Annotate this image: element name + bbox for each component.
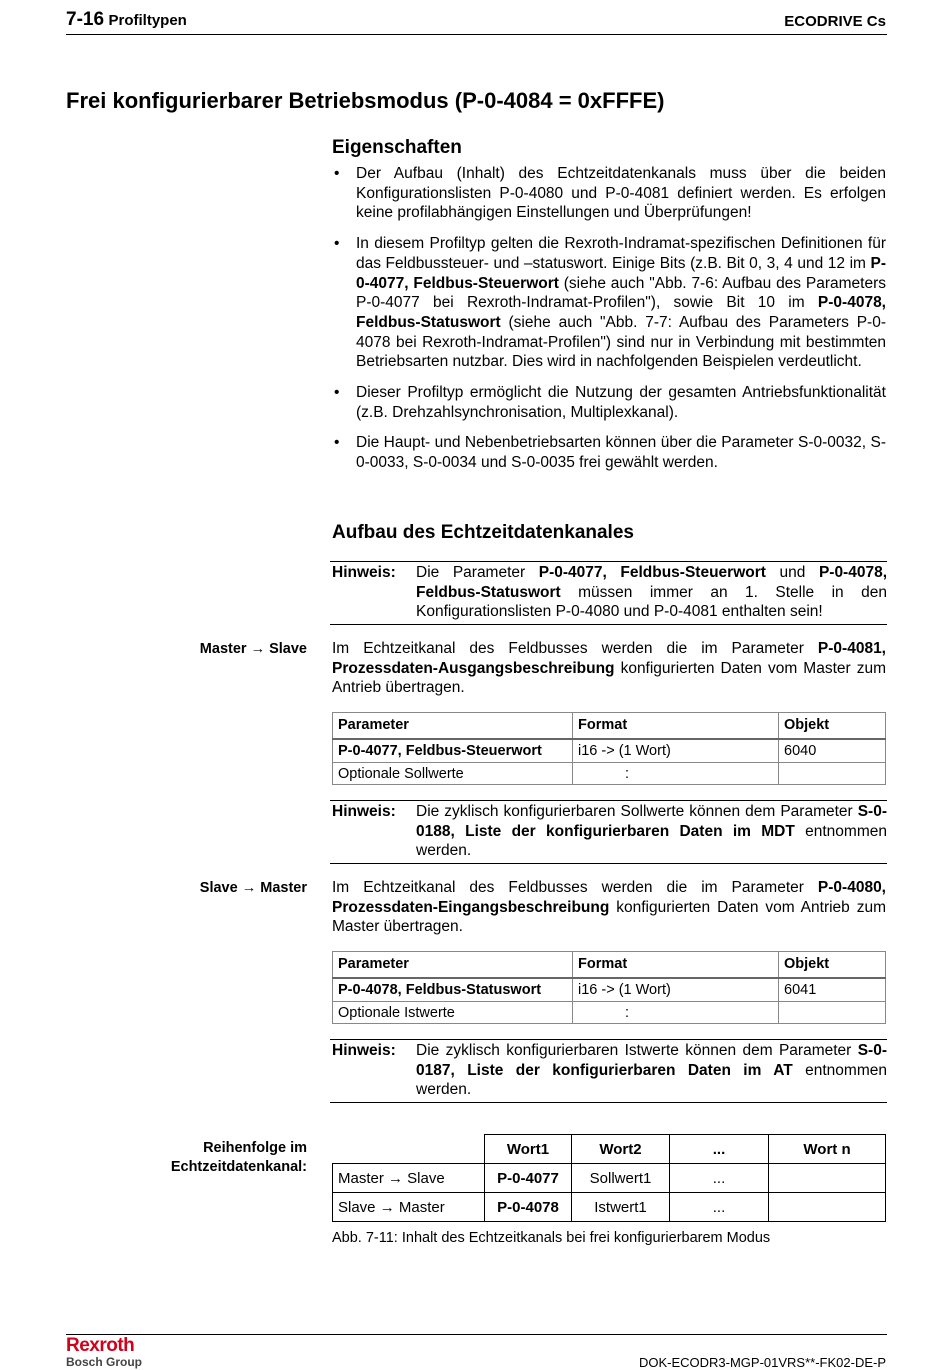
- table-header: Wort1: [485, 1135, 572, 1164]
- table-header: Format: [573, 713, 779, 739]
- table-cell: ...: [670, 1193, 769, 1222]
- header-divider: [66, 34, 887, 35]
- table-cell: 6041: [779, 978, 886, 1002]
- table-cell: Optionale Sollwerte: [333, 763, 573, 785]
- table-header: Format: [573, 952, 779, 978]
- slave-master-text: Im Echtzeitkanal des Feldbusses werden die im Parameter P-0-4080, Prozessdaten-Eingangsbeschreibung konfigurierten Daten vom Antrieb zum Master übertragen.: [332, 879, 886, 936]
- table-header: Objekt: [779, 713, 886, 739]
- table-cell: P-0-4077: [485, 1164, 572, 1193]
- page-title: Frei konfigurierbarer Betriebsmodus (P-0-4084 = 0xFFFE): [66, 88, 665, 113]
- eigenschaften-list: [332, 164, 886, 484]
- document-id: DOK-ECODR3-MGP-01VRS**-FK02-DE-P: [638, 1355, 886, 1370]
- table-header: Parameter: [333, 713, 573, 739]
- table-cell: i16 -> (1 Wort): [573, 739, 779, 763]
- bullet-item: • In diesem Profiltyp gelten die Rexroth-Indramat-spezifischen Definitionen für das Feldbussteuer- und –statuswort. Einige Bits (z.B. Bit 0, 3, 4 und 12 im P-0-4077, Feldbus-Steuerwort (siehe auch "Abb. 7-6: Aufbau des Parameters P-0-4077 bei Rexroth-Indramat-Profilen"), sowie Bit 10 im P-0-4078, Feldbus-Statuswort (siehe auch "Abb. 7-7: Aufbau des Parameters P-0-4078 bei Rexroth-Indramat-Profilen") sind nur in Verbindung mit bestimmten Betriebsarten nutzbar. Dies wird in nachfolgenden Beispielen verdeutlicht.: [334, 235, 886, 371]
- slave-master-table: [332, 951, 886, 1024]
- table-cell: Sollwert1: [572, 1164, 670, 1193]
- table-cell: P-0-4078, Feldbus-Statuswort: [333, 978, 573, 1002]
- table-header: ...: [670, 1135, 769, 1164]
- master-slave-text: Im Echtzeitkanal des Feldbusses werden die im Parameter P-0-4081, Prozessdaten-Ausgangsbeschreibung konfigurierten Daten vom Master zum Antrieb übertragen.: [332, 640, 886, 697]
- margin-label-reihenfolge: Reihenfolge im Echtzeitdatenkanal:: [170, 1140, 307, 1175]
- section-title: Profiltypen: [108, 12, 187, 29]
- table-cell: 6040: [779, 739, 886, 763]
- table-cell: Slave → Master: [333, 1193, 485, 1222]
- eigenschaften-heading: Eigenschaften: [332, 137, 462, 158]
- table-header: Wort n: [769, 1135, 886, 1164]
- page-number: 7-16: [66, 9, 105, 30]
- table-cell: i16 -> (1 Wort): [573, 978, 779, 1002]
- master-slave-table: [332, 712, 886, 785]
- table-cell: [769, 1164, 886, 1193]
- bullet-item: • Die Haupt- und Nebenbetriebsarten können über die Parameter S-0-0032, S-0-0033, S-0-0034 und S-0-0035 frei gewählt werden.: [334, 434, 886, 472]
- table-cell: [779, 1002, 886, 1024]
- table-cell: :: [573, 763, 779, 785]
- table-header: Wort2: [572, 1135, 670, 1164]
- rexroth-logo: Rexroth Bosch Group: [66, 1335, 143, 1369]
- bullet-item: • Dieser Profiltyp ermöglicht die Nutzung der gesamten Antriebsfunktionalität (z.B. Drehzahlsynchronisation, Multiplexkanal).: [334, 384, 886, 421]
- hinweis-note: Hinweis: Die zyklisch konfigurierbaren Sollwerte können dem Parameter S-0-0188, Liste der konfigurierbaren Daten im MDT entnommen werden.: [330, 800, 887, 864]
- table-cell: Optionale Istwerte: [333, 1002, 573, 1024]
- table-cell: [779, 763, 886, 785]
- product-name: ECODRIVE Cs: [784, 13, 886, 30]
- aufbau-heading: Aufbau des Echtzeitdatenkanales: [332, 522, 634, 543]
- hinweis-note: Hinweis: Die Parameter P-0-4077, Feldbus-Steuerwort und P-0-4078, Feldbus-Statuswort müssen immer an 1. Stelle in den Konfigurationslisten P-0-4080 und P-0-4081 enthalten sein!: [330, 561, 887, 625]
- footer-divider: [66, 1334, 887, 1335]
- table-cell: P-0-4077, Feldbus-Steuerwort: [333, 739, 573, 763]
- table-header: Parameter: [333, 952, 573, 978]
- margin-label-slave-master: Slave → Master: [199, 880, 307, 896]
- sequence-table: [332, 1134, 886, 1222]
- table-cell: ...: [670, 1164, 769, 1193]
- bullet-item: • Der Aufbau (Inhalt) des Echtzeitdatenkanals muss über die beiden Konfigurationslisten P-0-4080 und P-0-4081 definiert werden. Es erfolgen keine profilabhängigen Einstellungen und Überprüfungen!: [334, 165, 886, 222]
- hinweis-note: Hinweis: Die zyklisch konfigurierbaren Istwerte können dem Parameter S-0-0187, Liste der konfigurierbaren Daten im AT entnommen werden.: [330, 1039, 887, 1103]
- figure-caption: Abb. 7-11: Inhalt des Echtzeitkanals bei frei konfigurierbarem Modus: [332, 1230, 771, 1246]
- table-header: [333, 1135, 485, 1164]
- table-cell: [769, 1193, 886, 1222]
- margin-label-master-slave: Master → Slave: [199, 641, 307, 657]
- table-header: Objekt: [779, 952, 886, 978]
- page-header-left: [66, 9, 187, 31]
- table-cell: P-0-4078: [485, 1193, 572, 1222]
- table-cell: Istwert1: [572, 1193, 670, 1222]
- table-cell: Master → Slave: [333, 1164, 485, 1193]
- table-cell: :: [573, 1002, 779, 1024]
